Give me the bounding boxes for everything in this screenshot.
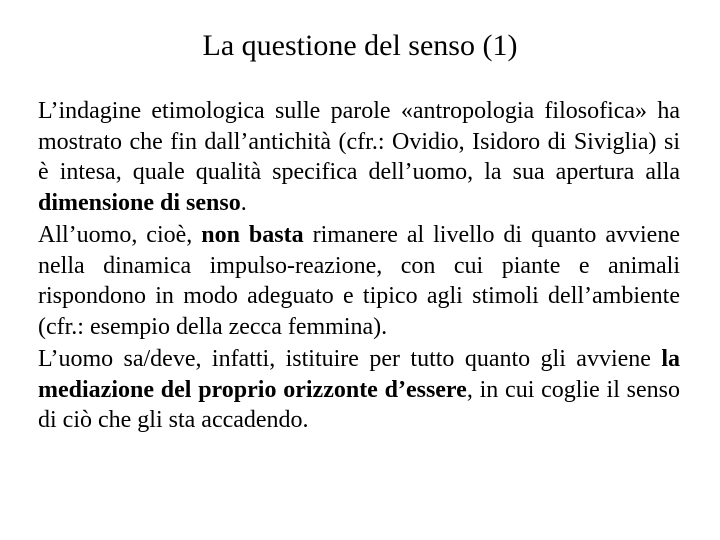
paragraph-1-emphasis: dimensione di senso [38, 189, 241, 216]
paragraph-2-text-2: rimanere al livello di quanto avviene nella dinamica impulso-reazione, con cui piante e animali rispondono in modo adeguato e tipico agli stimoli dell’ambiente (cfr.: esempio della zecca femmina). [38, 222, 680, 340]
paragraph-1-text-1: L’indagine etimologica sulle parole «antropologia filosofica» ha mostrato che fin dall’antichità (cfr.: Ovidio, Isidoro di Siviglia) si è intesa, quale qualità specifica dell’uomo, la sua apertura alla [38, 98, 680, 185]
paragraph-3 [38, 344, 680, 436]
paragraph-3-text-2: , in cui coglie il senso di ciò che gli sta accadendo. [38, 376, 680, 433]
slide-body [38, 96, 680, 438]
paragraph-3-text-1: L’uomo sa/deve, infatti, istituire per tutto quanto gli avviene [38, 346, 662, 372]
paragraph-2-emphasis: non basta [201, 222, 304, 248]
paragraph-1-text-2: . [240, 189, 247, 216]
paragraph-1 [38, 96, 680, 218]
paragraph-2-text-1: All’uomo, cioè, [38, 222, 202, 248]
slide-title: La questione del senso (1) [202, 29, 518, 62]
paragraph-3-emphasis: la mediazione del proprio orizzonte d’essere [38, 346, 680, 403]
paragraph-2 [38, 220, 680, 342]
